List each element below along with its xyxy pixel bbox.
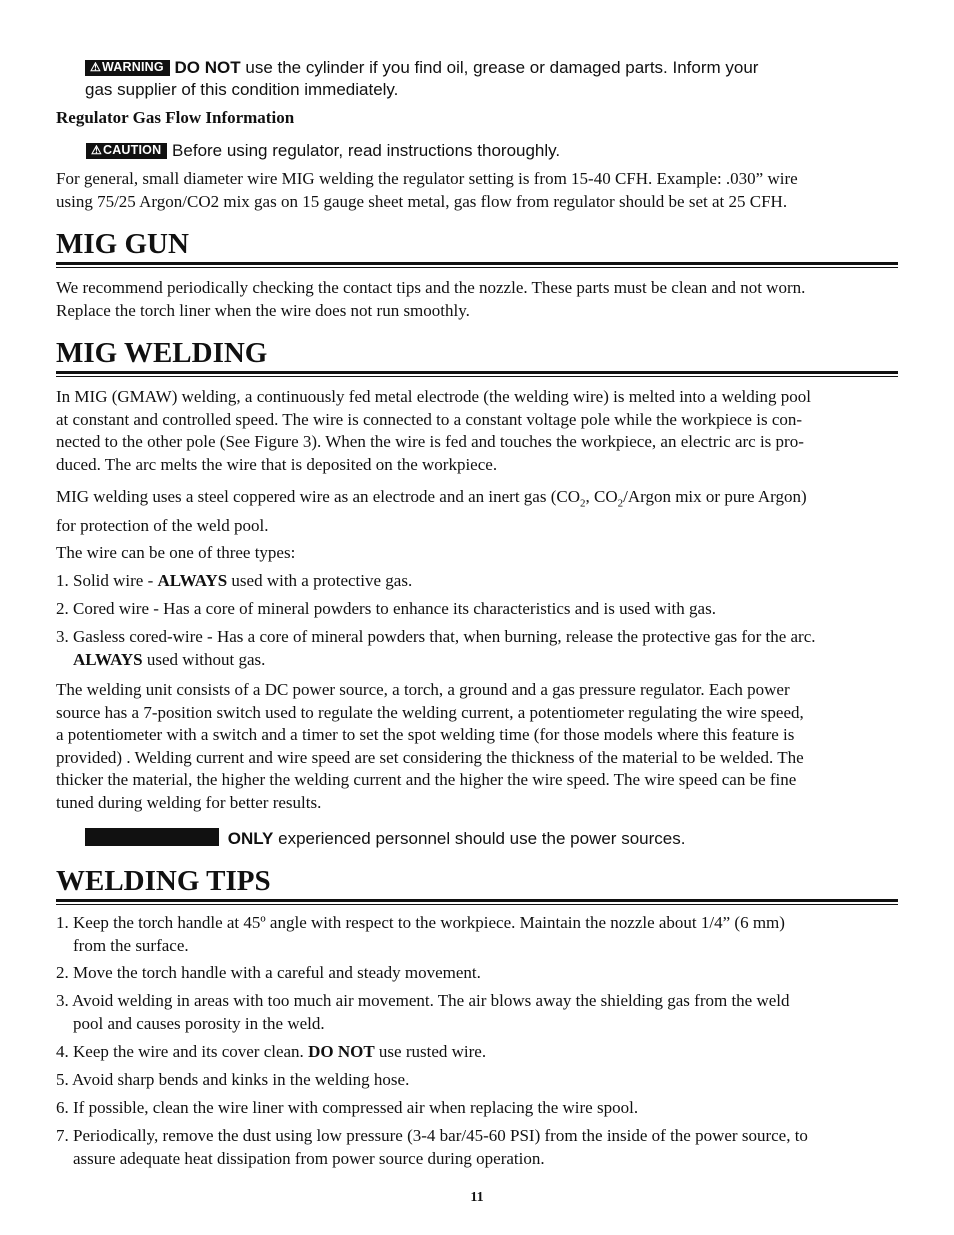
paragraph-line: nected to the other pole (See Figure 3). When the wire is fed and touches the workpiece, an electric arc is pro- xyxy=(56,432,804,451)
notice-emphasis: ONLY xyxy=(227,829,274,848)
wire-types-intro: The wire can be one of three types: xyxy=(56,543,296,562)
welding-tips-section-header xyxy=(56,865,898,905)
section-title-mig-gun: MIG GUN xyxy=(56,228,189,260)
paragraph-line: source has a 7-position switch used to regulate the welding current, a potentiometer regulating the wire speed, xyxy=(56,702,804,722)
mig-welding-section-header xyxy=(56,337,898,377)
mig-welding-gas-paragraph xyxy=(56,485,898,538)
personnel-notice xyxy=(85,828,897,850)
mig-gun-section-header xyxy=(56,228,898,268)
wire-type-item: 2. Cored wire - Has a core of mineral powders to enhance its characteristics and is used with gas. xyxy=(56,599,716,618)
warning-notice xyxy=(85,57,897,101)
mig-welding-intro xyxy=(56,386,898,476)
tip-item: 5. Avoid sharp bends and kinks in the welding hose. xyxy=(56,1070,410,1089)
regulator-heading: Regulator Gas Flow Information xyxy=(56,108,295,127)
page-number: 11 xyxy=(470,1190,484,1205)
paragraph-line: a potentiometer with a switch and a timer to set the spot welding time (for those models where this feature is xyxy=(56,725,795,744)
paragraph-line: at constant and controlled speed. The wire is connected to a constant voltage pole while the workpiece is con- xyxy=(56,409,803,429)
tip-item: 1. Keep the torch handle at 45º angle with respect to the workpiece. Maintain the nozzle about 1/4” (6 mm) from the surface. xyxy=(56,913,785,955)
notice-text: experienced personnel should use the power sources. xyxy=(273,829,686,848)
wire-type-item: 1. Solid wire - ALWAYS used with a protective gas. xyxy=(56,571,413,590)
caution-text: Before using regulator, read instructions thoroughly. xyxy=(172,141,561,160)
section-title-mig-welding: MIG WELDING xyxy=(56,337,268,369)
warning-emphasis: DO NOT xyxy=(174,58,241,77)
regulator-para-line: For general, small diameter wire MIG welding the regulator setting is from 15-40 CFH. Example: .030” wire xyxy=(56,169,798,188)
warning-text-line1: use the cylinder if you find oil, grease or damaged parts. Inform your xyxy=(240,58,759,77)
warning-triangle-icon: ⚠ xyxy=(90,60,101,74)
warning-badge xyxy=(85,60,170,76)
paragraph-line: provided) . Welding current and wire speed are set considering the thickness of the material to be welded. The xyxy=(56,747,804,767)
paragraph-line: In MIG (GMAW) welding, a continuously fed metal electrode (the welding wire) is melted into a welding pool xyxy=(56,387,811,406)
welding-unit-paragraph xyxy=(56,679,898,814)
warning-badge-label: WARNING xyxy=(101,60,164,74)
tip-item: 2. Move the torch handle with a careful and steady movement. xyxy=(56,963,481,982)
caution-triangle-icon: ⚠ xyxy=(91,143,102,157)
caution-badge-label: CAUTION xyxy=(102,143,162,157)
paragraph-line: duced. The arc melts the wire that is deposited on the workpiece. xyxy=(56,454,498,474)
notice-badge-bar xyxy=(85,828,219,846)
caution-badge xyxy=(86,143,167,159)
section-divider xyxy=(56,371,898,377)
section-divider xyxy=(56,262,898,268)
regulator-para-line: using 75/25 Argon/CO2 mix gas on 15 gauge sheet metal, gas flow from regulator should be set at 25 CFH. xyxy=(56,191,788,211)
paragraph-line: thicker the material, the higher the welding current and the higher the wire speed. The wire speed can be fine xyxy=(56,770,797,789)
tip-item: 6. If possible, clean the wire liner with compressed air when replacing the wire spool. xyxy=(56,1098,639,1117)
tip-item: 4. Keep the wire and its cover clean. DO NOT use rusted wire. xyxy=(56,1042,487,1061)
mig-gun-line: Replace the torch liner when the wire does not run smoothly. xyxy=(56,300,470,320)
tip-item: 7. Periodically, remove the dust using low pressure (3-4 bar/45-60 PSI) from the inside of the power source, to assure adequate heat dissipation from power source during operation. xyxy=(56,1126,808,1168)
caution-notice xyxy=(86,140,898,162)
section-divider xyxy=(56,899,898,905)
wire-type-item: 3. Gasless cored-wire - Has a core of mineral powders that, when burning, release the protective gas for the arc. ALWAYS used without gas. xyxy=(56,627,816,669)
paragraph-line: tuned during welding for better results. xyxy=(56,792,322,812)
mig-gun-paragraph xyxy=(56,277,898,322)
paragraph-line: for protection of the weld pool. xyxy=(56,516,269,536)
mig-gun-line: We recommend periodically checking the contact tips and the nozzle. These parts must be clean and not worn. xyxy=(56,278,806,297)
tip-item: 3. Avoid welding in areas with too much air movement. The air blows away the shielding gas from the weld pool and causes porosity in the weld. xyxy=(56,991,790,1033)
paragraph-line: MIG welding uses a steel coppered wire as an electrode and an inert gas ($CO_2$, $CO_2$/Argon mix or pure Argon) xyxy=(56,487,807,510)
regulator-paragraph xyxy=(56,168,898,213)
section-title-welding-tips: WELDING TIPS xyxy=(56,865,271,897)
warning-text-line2: gas supplier of this condition immediately. xyxy=(85,80,399,99)
paragraph-line: The welding unit consists of a DC power source, a torch, a ground and a gas pressure regulator. Each power xyxy=(56,680,790,699)
